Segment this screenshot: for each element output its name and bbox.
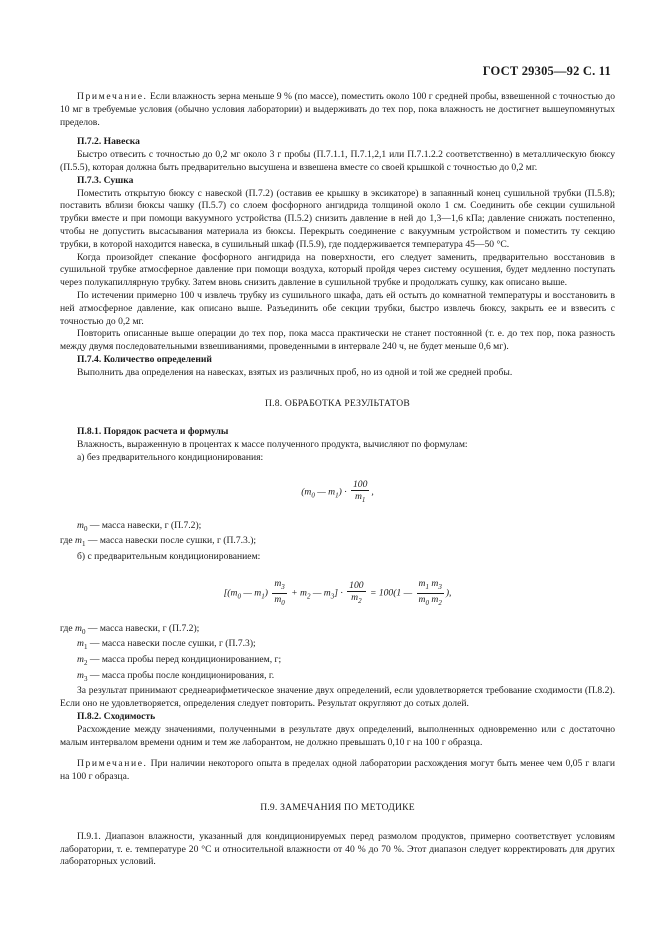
definition-item: $m_0$ — масса навески, г (П.7.2); bbox=[77, 519, 202, 533]
note2-paragraph bbox=[60, 758, 615, 784]
note-text: Если влажность зерна меньше 9 % (по массе), поместить около 100 г средней пробы, взвешенной с точностью до 10 мг в требуемые условия (обычно условия лаборатории) и выдерживать до тех пор, пока влажность не достигнет вышеупомянутых пределов. bbox=[60, 91, 615, 128]
definition-item: где $m_0$ — масса навески, г (П.7.2); bbox=[60, 622, 200, 636]
note2-text: При наличии некоторого опыта в пределах одной лаборатории расхождения могут быть менее чем 0,05 г влаги на 100 г образца. bbox=[60, 758, 615, 783]
formula-a: ($m_0$ — $m_1$) · $\frac{100}{m_1}$ , bbox=[301, 478, 374, 504]
paragraph-7-4: Выполнить два определения на навесках, взятых из различных проб, но из одной и той же средней пробы. bbox=[77, 366, 513, 378]
section-title-9: П.9. ЗАМЕЧАНИЯ ПО МЕТОДИКЕ bbox=[260, 802, 415, 814]
note-paragraph bbox=[60, 91, 615, 129]
definition-item: $m_2$ — масса пробы перед кондиционированием, г; bbox=[77, 654, 282, 667]
section-heading-7-4: П.7.4. Количество определений bbox=[77, 353, 212, 365]
definitions-a bbox=[60, 520, 615, 551]
paragraph-7-2: Быстро отвесить с точностью до 0,2 мг около 3 г пробы (П.7.1.1, П.7.1,2,1 или П.7.1.2.2 соответственно) в металлическую бюксу (П.5.5), которая должна быть предварительно высушена и взвешена вместе со своей крышкой с точностью до 0,2 мг. bbox=[60, 149, 615, 173]
note2-label: Примечание. bbox=[77, 758, 148, 770]
section-heading-8-1: П.8.1. Порядок расчета и формулы bbox=[77, 426, 229, 438]
page-header: ГОСТ 29305—92 С. 11 bbox=[482, 64, 611, 78]
paragraph-8-2: Расхождение между значениями, полученными в результате двух определений, выполненных одновременно или с достаточно малым интервалом времени одним и тем же лаборантом, не должно превышать 0,10 г на 100 г образца. bbox=[60, 723, 615, 748]
definition-item: где $m_1$ — масса навески после сушки, г (П.7.3.); bbox=[60, 535, 257, 549]
paragraph-8-1: Влажность, выраженную в процентах к массе полученного продукта, вычисляют по формулам: bbox=[77, 439, 468, 451]
definition-item: $m_3$ — масса пробы после кондиционирования, г. bbox=[77, 669, 275, 683]
paragraph-7-3-4: Повторить описанные выше операции до тех пор, пока масса практически не станет постоянной (т. е. до тех пор, пока разность между двумя последовательными взвешиваниями, проведенными в интервале 240 ч, не будет меньше 0,6 мг). bbox=[60, 328, 615, 353]
case-b-label: б) с предварительным кондиционированием: bbox=[77, 551, 261, 563]
section-heading-8-2: П.8.2. Сходимость bbox=[77, 711, 156, 723]
paragraph-7-3-2: Когда произойдет спекание фосфорного ангидрида на поверхности, его следует заменить, предварительно восстановив в сушильной трубке атмосферное давление при помощи воздуха, который пройдя через систему осушения, будет медленно поступать через полукапиллярную трубку. Затем вновь снизить давление в сушильной трубке и продолжать сушку, как описано выше. bbox=[60, 251, 615, 289]
paragraph-9-1: П.9.1. Диапазон влажности, указанный для кондиционируемых перед размолом продуктов, примерно соответствует условиям лаборатории, т. е. температуре 20 °С и относительной влажности от 40 % до 70 %. Этот диапазон следует корректировать для других лабораторных условий. bbox=[60, 830, 615, 868]
formula-b: [($m_0$ — $m_1$) $\frac{m_3}{m_0}$ + $m_2$ — $m_3$] · $\frac{100}{m_2}$ = 100(1 — $\frac{m_1 m_3}{m_0 m_2}$ ), bbox=[223, 577, 452, 607]
document-body bbox=[60, 91, 615, 869]
section-title-8: П.8. ОБРАБОТКА РЕЗУЛЬТАТОВ bbox=[265, 397, 410, 409]
note-label: Примечание. bbox=[77, 91, 148, 102]
result-paragraph: За результат принимают среднеарифметическое значение двух определений, если удовлетворяется требование сходимости (П.8.2). Если оно не удовлетворяется, определения следует повторить. Результат округляют до сотых долей. bbox=[60, 685, 615, 710]
section-heading-7-3: П.7.3. Сушка bbox=[77, 174, 134, 186]
paragraph-7-3-3: По истечении примерно 100 ч извлечь трубку из сушильного шкафа, дать ей остыть до комнатной температуры и восстановить в ней атмосферное давление, как описано выше. Разъединить обе секции трубки, быстро извлечь бюксу, закрыть ее и взвесить с точностью до 0,2 мг. bbox=[60, 289, 615, 327]
case-a-label: а) без предварительного кондиционирования: bbox=[77, 451, 264, 463]
section-heading-7-2: П.7.2. Навеска bbox=[77, 136, 140, 148]
definition-item: $m_1$ — масса навески после сушки, г (П.7.3); bbox=[77, 638, 256, 652]
paragraph-7-3-1: Поместить открытую бюксу с навеской (П.7.2) (оставив ее крышку в эксикаторе) в запаянный конец сушильной трубки (П.5.8); поставить вблизи бюксы чашку (П.5.7) со слоем фосфорного ангидрида толщиной около 1 см. Соединить обе секции сушильной трубки вместе и при помощи вакуумного устройства (П.5.2) снизить давление в ней до 1,3—1,6 кПа; давление снижать постепенно, чтобы не допустить высасывания материала из бюксы. Перекрыть соединение с вакуумным устройством и поместить ту секцию трубки, в которой находится навеска, в сушильный шкаф (П.5.9), где поддерживается температура 45—50 °С. bbox=[60, 187, 615, 250]
definitions-b bbox=[60, 623, 615, 686]
